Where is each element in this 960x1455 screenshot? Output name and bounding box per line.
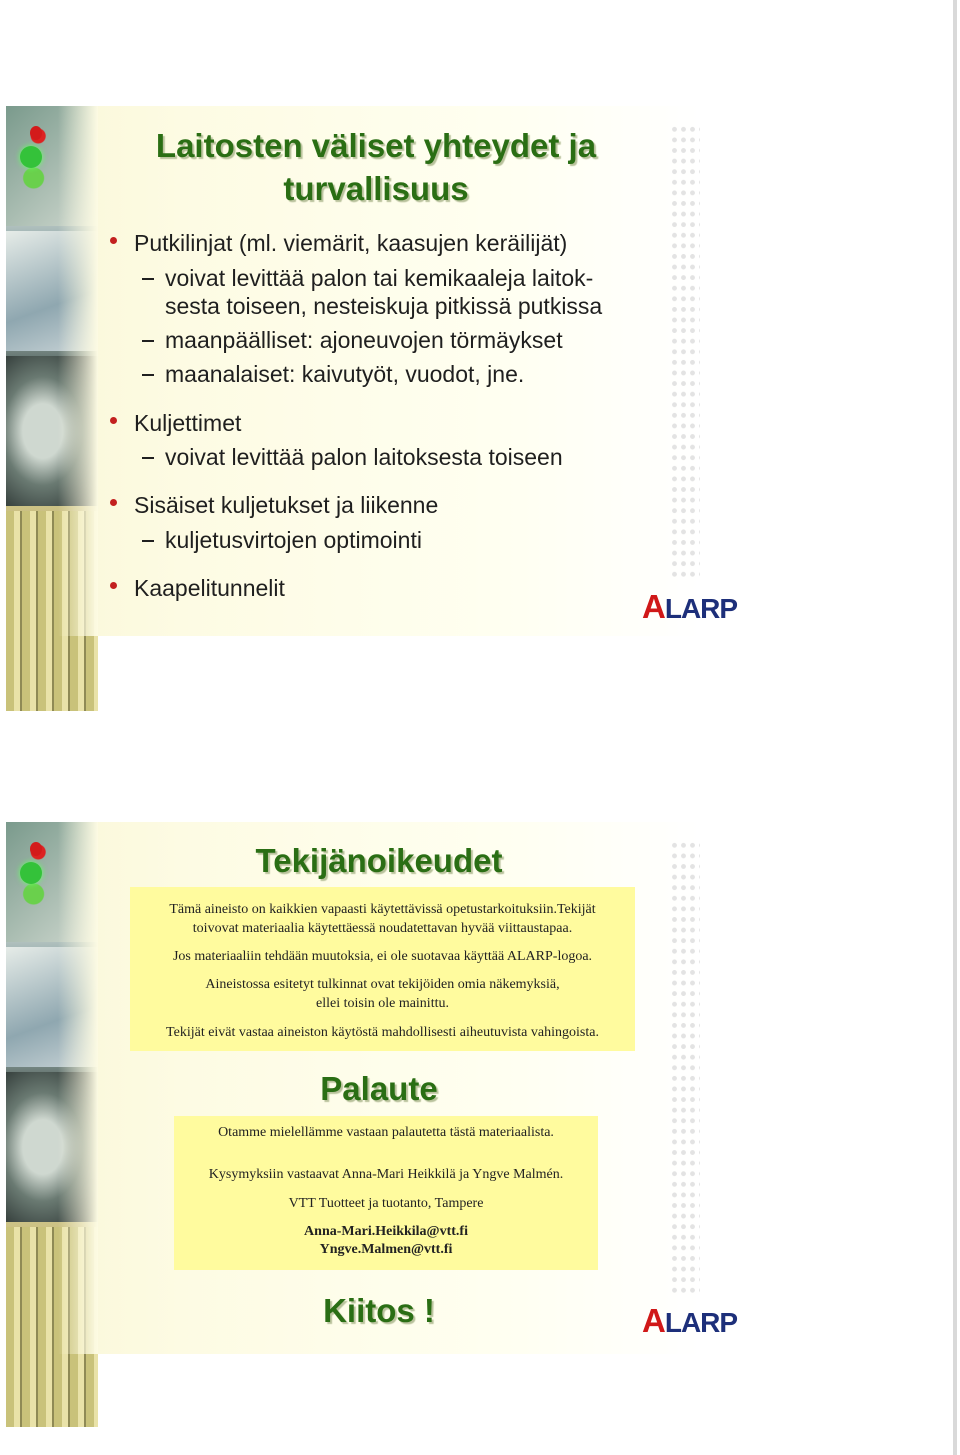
title-line-1: Laitosten väliset yhteydet ja <box>155 127 597 164</box>
thanks-text: Kiitos ! <box>323 1292 435 1329</box>
pipe-photo <box>6 1072 98 1222</box>
bullet-internal-transport: Sisäiset kuljetukset ja liikenne <box>134 492 439 518</box>
sub-item: kuljetusvirtojen optimointi <box>165 527 422 553</box>
bullet-conveyors: Kuljettimet <box>134 410 242 436</box>
sub-item: voivat levittää palon tai kemikaaleja laitok- <box>165 265 594 291</box>
copyright-title: Tekijänoikeudet <box>255 842 503 879</box>
feedback-box <box>174 1116 598 1270</box>
sub-item: maanalaiset: kaivutyöt, vuodot, jne. <box>165 361 525 387</box>
circuit-photo <box>6 511 98 711</box>
copyright-line: Tekijät eivät vastaa aineiston käytöstä mahdollisesti aiheutuvista vahingoista. <box>166 1025 599 1040</box>
dash-icon <box>142 374 154 376</box>
bullet-icon <box>110 582 117 589</box>
feedback-title: Palaute <box>320 1070 438 1107</box>
copyright-line: Aineistossa esitetyt tulkinnat ovat tekijöiden omia näkemyksiä, <box>205 977 560 992</box>
bullet-pipelines: Putkilinjat (ml. viemärit, kaasujen keräilijät) <box>134 230 568 256</box>
pipe-photo <box>6 356 98 506</box>
dot-pattern <box>670 124 700 579</box>
page-edge-line <box>953 0 957 1455</box>
photo-strip <box>6 106 98 636</box>
control-panel-photo <box>6 822 98 942</box>
sub-item: maanpäälliset: ajoneuvojen törmäykset <box>165 327 563 353</box>
bullet-cable-tunnels: Kaapelitunnelit <box>134 575 285 601</box>
feedback-line: Kysymyksiin vastaavat Anna-Mari Heikkilä ja Yngve Malmén. <box>208 1167 564 1182</box>
copyright-line: Tämä aineisto on kaikkien vapaasti käytettävissä opetustarkoituksiin.Tekijät <box>169 902 596 917</box>
sub-item: voivat levittää palon laitoksesta toiseen <box>165 444 563 470</box>
dash-icon <box>142 540 154 542</box>
alarp-logo: ALARP <box>642 588 738 625</box>
bullet-icon <box>110 417 117 424</box>
photo-strip <box>6 822 98 1354</box>
slide-connections-safety <box>6 106 738 636</box>
copyright-line: toivovat materiaalia käytettäessä noudatettavan hyvää viittaustapaa. <box>192 921 573 936</box>
feedback-line: Otamme mielellämme vastaan palautetta tästä materiaalista. <box>218 1125 554 1140</box>
slide-copyright-feedback <box>6 822 738 1354</box>
alarp-logo: ALARP <box>642 1302 738 1339</box>
email-link[interactable]: Anna-Mari.Heikkila@vtt.fi <box>304 1224 468 1239</box>
bullet-icon <box>110 237 117 244</box>
circuit-photo <box>6 1227 98 1427</box>
slide-title <box>96 124 656 210</box>
lab-photo <box>6 231 98 351</box>
control-panel-photo <box>6 106 98 226</box>
email-link[interactable]: Yngve.Malmen@vtt.fi <box>319 1242 453 1257</box>
sub-item: sesta toiseen, nesteiskuja pitkissä putkissa <box>165 293 603 319</box>
dot-pattern <box>670 840 700 1295</box>
dash-icon <box>142 340 154 342</box>
title-line-2: turvallisuus <box>283 170 469 207</box>
feedback-line: VTT Tuotteet ja tuotanto, Tampere <box>288 1196 484 1211</box>
bullet-icon <box>110 499 117 506</box>
dash-icon <box>142 457 154 459</box>
copyright-box <box>130 887 635 1051</box>
dash-icon <box>142 278 154 280</box>
copyright-line: Jos materiaaliin tehdään muutoksia, ei ole suotavaa käyttää ALARP-logoa. <box>172 949 593 964</box>
copyright-line: ellei toisin ole mainittu. <box>316 996 449 1011</box>
lab-photo <box>6 947 98 1067</box>
